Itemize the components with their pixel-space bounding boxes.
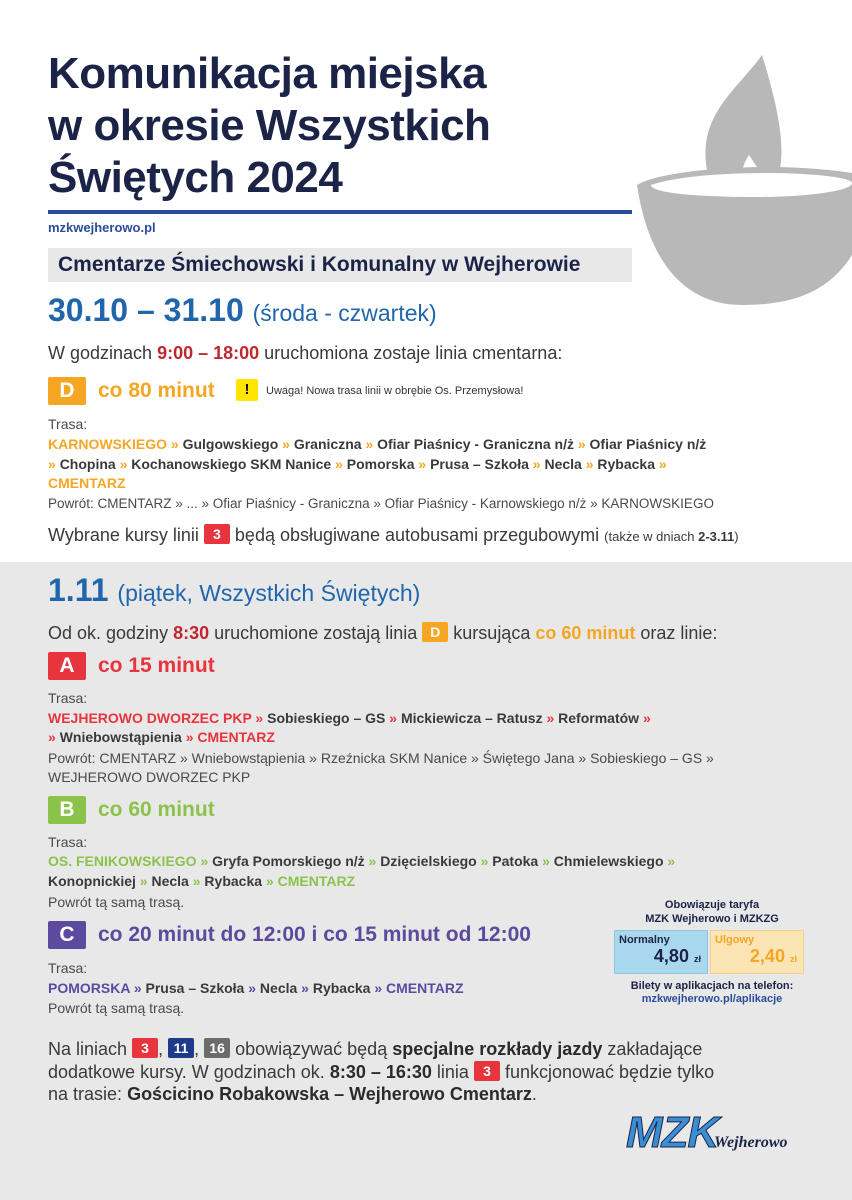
line-c-route-label: Trasa: — [48, 960, 88, 976]
line-d-route-line3: CMENTARZ — [48, 475, 126, 491]
fare-normal: Normalny 4,80 zł — [614, 930, 708, 974]
website-link[interactable]: mzkwejherowo.pl — [48, 220, 156, 235]
line-d-frequency: co 80 minut — [98, 379, 215, 402]
warning-text: Uwaga! Nowa trasa linii w obrębie Os. Przemysłowa! — [266, 385, 524, 397]
line-b-frequency: co 60 minut — [98, 798, 215, 821]
line-3-badge: 3 — [474, 1061, 500, 1081]
line-b-badge: B — [48, 796, 86, 824]
footer-line1: Na liniach 3 , 11 , 16 obowiązywać będą specjalne rozkłady jazdy zakładające — [48, 1039, 703, 1059]
app-link[interactable]: mzkwejherowo.pl/aplikacje — [641, 993, 783, 1005]
candle-icon — [637, 55, 852, 305]
line-d-route-line1: KARNOWSKIEGO » Gulgowskiego » Graniczna » Ofiar Piaśnicy - Graniczna n/ż » Ofiar Piaśnicy n/ż — [48, 436, 707, 452]
line-c-return: Powrót tą samą trasą. — [48, 1000, 185, 1016]
line-b-route-line1: OS. FENIKOWSKIEGO » Gryfa Pomorskiego n/ż » Dzięcielskiego » Patoka » Chmielewskiego » — [48, 853, 676, 869]
line-3-badge: 3 — [132, 1038, 158, 1058]
warning-icon: ! — [236, 379, 258, 401]
line-d-return: Powrót: CMENTARZ » ... » Ofiar Piaśnicy - Graniczna » Ofiar Piaśnicy - Karnowskiego n/ż » KARNOWSKIEGO — [48, 496, 714, 511]
cemeteries-heading: Cmentarze Śmiechowski i Komunalny w Wejherowie — [58, 253, 581, 276]
line-a-frequency: co 15 minut — [98, 654, 215, 677]
line-16-badge: 16 — [204, 1038, 230, 1058]
line-a-route-label: Trasa: — [48, 690, 88, 706]
footer-line3: na trasie: Gościcino Robakowska – Wejherowo Cmentarz. — [48, 1084, 537, 1104]
line-a-route-line1: WEJHEROWO DWORZEC PKP » Sobieskiego – GS » Mickiewicza – Ratusz » Reformatów » — [48, 710, 651, 726]
fare-heading: Obowiązuje taryfa MZK Wejherowo i MZKZG — [645, 899, 779, 925]
line-a-badge: A — [48, 652, 86, 680]
period2-intro: Od ok. godziny 8:30 uruchomione zostają linia D kursująca co 60 minut oraz linie: — [48, 623, 718, 643]
title-divider — [48, 210, 632, 214]
line-b-return: Powrót tą samą trasą. — [48, 894, 185, 910]
page-title: Komunikacja miejska w okresie Wszystkich Świętych 2024 — [48, 49, 491, 202]
line-a-return1: Powrót: CMENTARZ » Wniebowstąpienia » Rzeźnicka SKM Nanice » Świętego Jana » Sobieskiego – GS » — [48, 750, 714, 766]
line-b-route-line2: Konopnickiej » Necla » Rybacka » CMENTARZ — [48, 873, 356, 889]
line-b-route-label: Trasa: — [48, 834, 88, 850]
line-a-route-line2: » Wniebowstąpienia » CMENTARZ — [48, 729, 275, 745]
route-label: Trasa: — [48, 416, 88, 432]
fare-reduced: Ulgowy 2,40 zł — [710, 930, 804, 974]
line-c-frequency: co 20 minut do 12:00 i co 15 minut od 12:00 — [98, 923, 531, 946]
line-c-route: POMORSKA » Prusa – Szkoła » Necla » Rybacka » CMENTARZ — [48, 980, 464, 996]
footer-line2: dodatkowe kursy. W godzinach ok. 8:30 – 16:30 linia 3 funkcjonować będzie tylko — [48, 1062, 715, 1082]
line-3-badge: 3 — [204, 524, 230, 544]
mzk-logo: MZK Wejherowo — [626, 1108, 788, 1157]
period1-date: 30.10 – 31.10 (środa - czwartek) — [48, 292, 437, 328]
line-d-badge: D — [48, 377, 86, 405]
line-a-return2: WEJHEROWO DWORZEC PKP — [48, 769, 251, 785]
articulated-note: Wybrane kursy linii 3 będą obsługiwane autobusami przegubowymi (także w dniach 2-3.11) — [48, 525, 739, 545]
period1-hours: W godzinach 9:00 – 18:00 uruchomiona zostaje linia cmentarna: — [48, 343, 563, 363]
line-11-badge: 11 — [168, 1038, 194, 1058]
period2-date: 1.11 (piątek, Wszystkich Świętych) — [48, 572, 421, 608]
line-c-badge: C — [48, 921, 86, 949]
line-d-small-badge: D — [422, 622, 448, 642]
line-d-route-line2: » Chopina » Kochanowskiego SKM Nanice » Pomorska » Prusa – Szkoła » Necla » Rybacka » — [48, 456, 667, 472]
fare-app-note: Bilety w aplikacjach na telefon: mzkwejherowo.pl/aplikacje — [612, 980, 812, 1006]
